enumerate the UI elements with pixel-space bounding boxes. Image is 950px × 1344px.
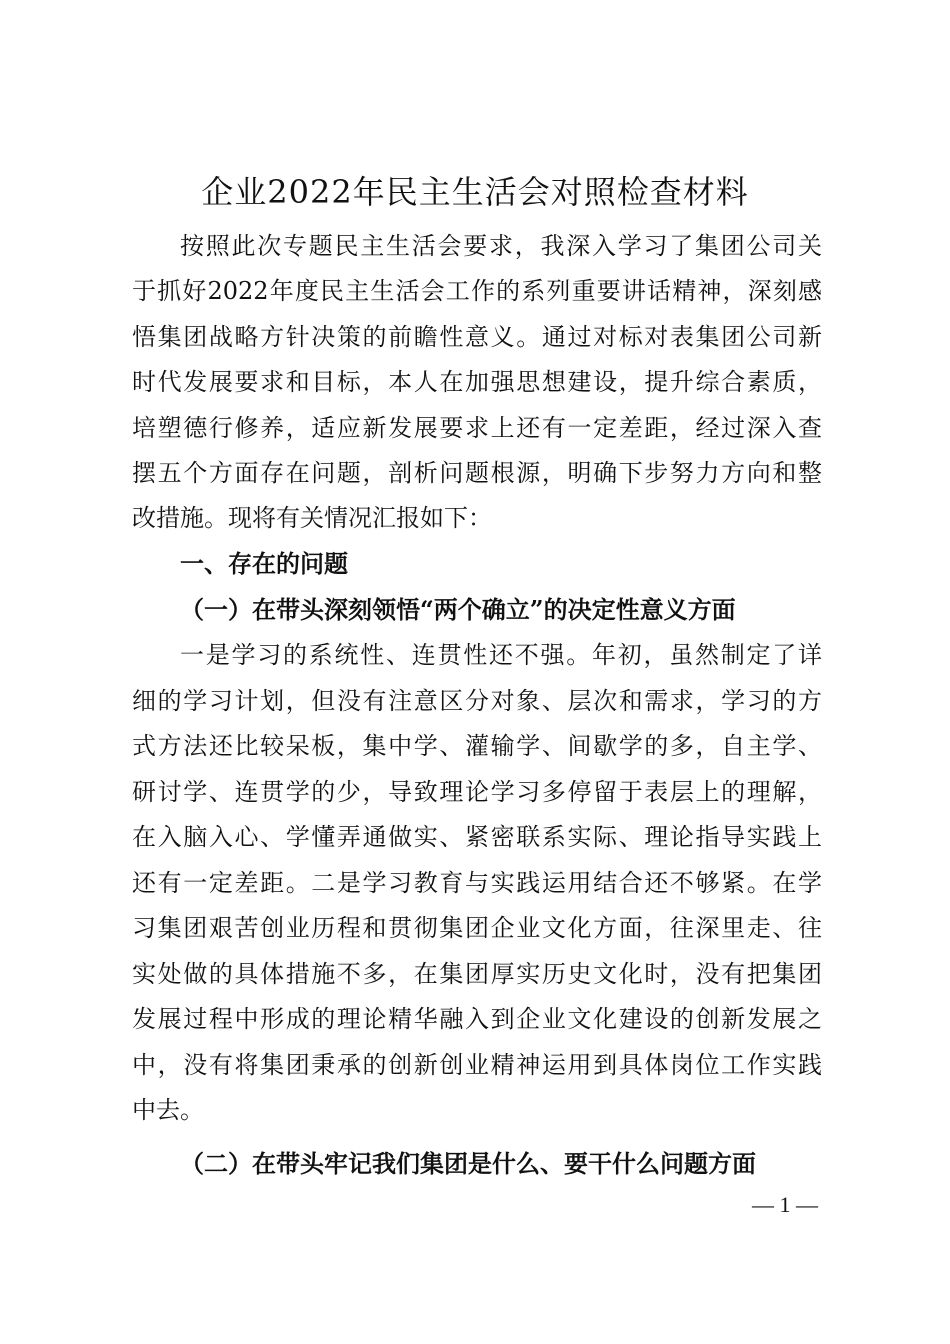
intro-line-5: 培塑德行修养，适应新发展要求上还有一定差距，经过深入查: [132, 414, 822, 442]
intro-line-4: 时代发展要求和目标，本人在加强思想建设，提升综合素质，: [132, 368, 822, 396]
intro-line-6: 摆五个方面存在问题，剖析问题根源，明确下步努力方向和整: [132, 459, 822, 487]
intro-line-7: 改措施。现将有关情况汇报如下：: [132, 504, 492, 532]
body-line-6: 还有一定差距。二是学习教育与实践运用结合还不够紧。在学: [132, 869, 822, 897]
page-number: — 1 —: [752, 1192, 818, 1217]
section-heading-problems: 一、存在的问题: [180, 550, 348, 578]
body-line-5: 在入脑入心、学懂弄通做实、紧密联系实际、理论指导实践上: [132, 823, 822, 851]
body-line-2: 细的学习计划，但没有注意区分对象、层次和需求，学习的方: [132, 687, 822, 715]
subsection-heading-2: （二）在带头牢记我们集团是什么、要干什么问题方面: [180, 1149, 756, 1178]
body-line-11: 中去。: [132, 1096, 204, 1124]
intro-line-1: 按照此次专题民主生活会要求，我深入学习了集团公司关: [180, 232, 822, 260]
body-line-10: 中，没有将集团秉承的创新创业精神运用到具体岗位工作实践: [132, 1051, 822, 1079]
body-line-7: 习集团艰苦创业历程和贯彻集团企业文化方面，往深里走、往: [132, 914, 822, 942]
document-title: 企业2022年民主生活会对照检查材料: [201, 173, 749, 211]
body-line-3: 式方法还比较呆板，集中学、灌输学、间歇学的多，自主学、: [132, 732, 822, 760]
body-line-8: 实处做的具体措施不多，在集团厚实历史文化时，没有把集团: [132, 960, 822, 988]
intro-line-3: 悟集团战略方针决策的前瞻性意义。通过对标对表集团公司新: [132, 323, 822, 351]
subsection-heading-1: （一）在带头深刻领悟“两个确立”的决定性意义方面: [180, 595, 736, 624]
body-line-4: 研讨学、连贯学的少，导致理论学习多停留于表层上的理解，: [132, 778, 822, 806]
body-line-1: 一是学习的系统性、连贯性还不强。年初，虽然制定了详: [180, 641, 822, 669]
intro-line-2: 于抓好2022年度民主生活会工作的系列重要讲话精神，深刻感: [132, 277, 822, 305]
body-line-9: 发展过程中形成的理论精华融入到企业文化建设的创新发展之: [132, 1005, 822, 1033]
